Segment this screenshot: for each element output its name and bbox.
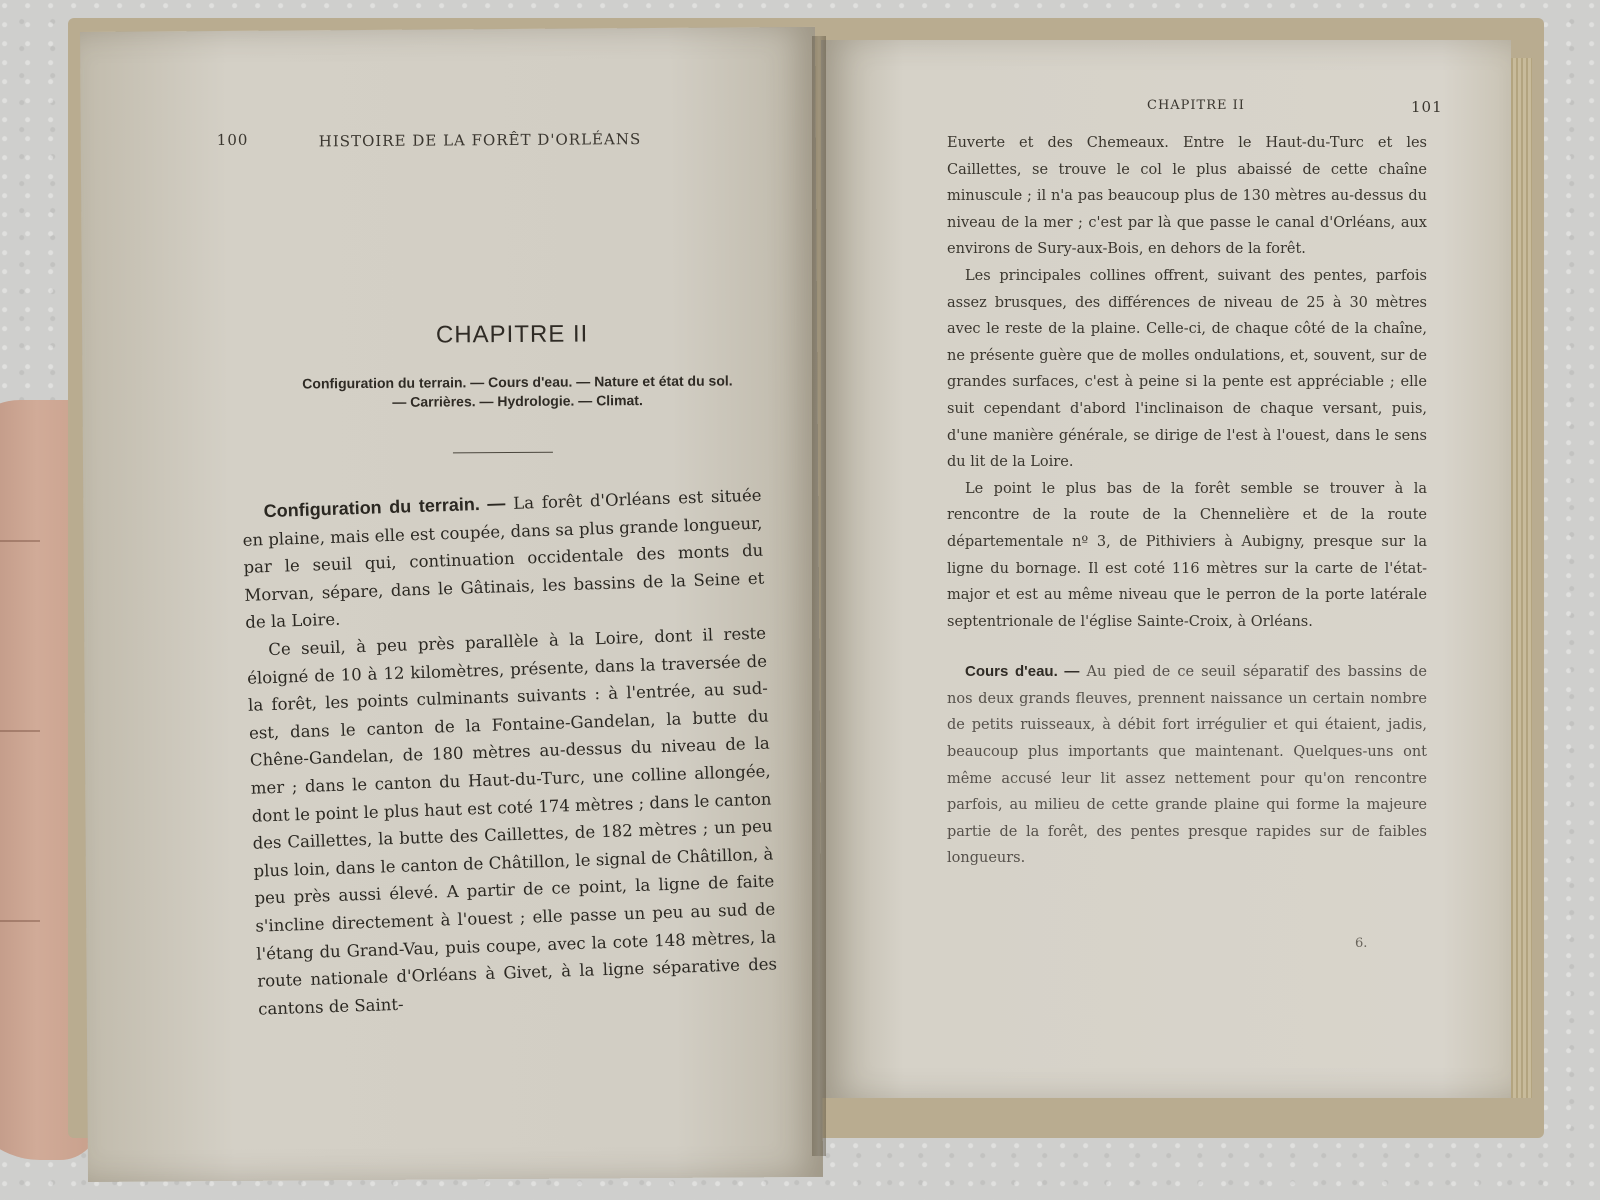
left-page-number: 100 [216, 130, 249, 150]
page-edges [1508, 58, 1532, 1098]
hand-crease [0, 540, 40, 542]
section-heading: Cours d'eau. — [965, 663, 1080, 681]
signature-mark: 6. [1355, 936, 1368, 951]
chapter-summary-line: Configuration du terrain. — Cours d'eau. — Nature et état du sol. [302, 372, 733, 392]
paragraph-text: Au pied de ce seuil séparatif des bassins de nos deux grands fleuves, prennent naissance un certain nombre de petits ruisseaux, à débit fort irrégulier et qui étaient, jadis, beaucoup plus importants que maintenant. Quelques-uns ont même accusé leur lit assez nettement pour qu'on rencontre parfois, au milieu de cette grande plaine qui forme la majeure partie de la forêt, des pentes presque rapides sur de faibles longueurs. [947, 664, 1428, 867]
section-heading: Configuration du terrain. — [263, 493, 506, 522]
right-page-body [947, 130, 1427, 872]
paragraph [947, 659, 1427, 872]
left-running-title: HISTOIRE DE LA FORÊT D'ORLÉANS [318, 130, 642, 151]
right-running-title: CHAPITRE II [1147, 98, 1245, 113]
paragraph: Euverte et des Chemeaux. Entre le Haut-du-Turc et les Caillettes, se trouve le col le plus abaissé de cette chaîne minuscule ; il n'a pas beaucoup plus de 130 mètres au-dessus du niveau de la mer ; c'est par là que passe le canal d'Orléans, aux environs de Sury-aux-Bois, en dehors de la forêt. [947, 135, 1427, 258]
section-rule [453, 452, 553, 454]
paragraph: Les principales collines offrent, suivant des pentes, parfois assez brusques, des différences de niveau de 25 à 30 mètres avec le reste de la plaine. Celle-ci, de chaque côté de la chaîne, ne présente guère que de molles ondulations, et, souvent, sur de grandes surfaces, c'est à peine si la pente est appréciable ; elle suit cependant d'abord l'inclinaison de chaque versant, puis, d'une manière générale, se dirige de l'est à l'ouest, dans le sens du lit de la Loire. [947, 267, 1427, 471]
open-book [68, 18, 1544, 1198]
right-page [821, 40, 1511, 1098]
paragraph: Ce seuil, à peu près parallèle à la Loire, dont il reste éloigné de 10 à 12 kilomètres, présente, dans la traversée de la forêt, les points culminants suivants : à l'entrée, au sud-est, dans le canton de la Fontaine-Gandelan, la butte du Chêne-Gandelan, de 180 mètres au-dessus du niveau de la mer ; dans le canton du Haut-du-Turc, une colline allongée, dont le point le plus haut est coté 174 mètres ; dans le canton des Caillettes, la butte des Caillettes, de 182 mètres ; un peu plus loin, dans le canton de Châtillon, le signal de Châtillon, à peu près aussi élevé. A partir de ce point, la ligne de faite s'incline directement à l'ouest ; elle passe un peu au sud de l'étang du Grand-Vau, puis coupe, avec la cote 148 mètres, la route nationale d'Orléans à Givet, à la ligne séparative des cantons de Saint- [246, 623, 778, 1019]
left-page-body [241, 482, 778, 1023]
hand-crease [0, 730, 40, 732]
paragraph [241, 482, 765, 637]
right-page-number: 101 [1411, 98, 1443, 116]
chapter-summary-line: — Carrières. — Hydrologie. — Climat. [392, 392, 643, 410]
chapter-summary [237, 371, 797, 413]
paragraph-text: La forêt d'Orléans est située en plaine, mais elle est coupée, dans sa plus grande longueur, par le seuil qui, continuation occidentale des monts du Morvan, sépare, dans le Gâtinais, les bassins de la Seine et de la Loire. [242, 485, 765, 633]
left-page [80, 27, 823, 1182]
book-gutter [812, 36, 826, 1156]
hand-crease [0, 920, 40, 922]
chapter-title: CHAPITRE II [435, 320, 589, 349]
paragraph: Le point le plus bas de la forêt semble se trouver à la rencontre de la route de la Chennelière et de la route départementale nº 3, de Pithiviers à Aubigny, presque sur la ligne du bornage. Il est coté 116 mètres sur la carte de l'état-major et est au même niveau que le perron de la porte latérale septentrionale de l'église Sainte-Croix, à Orléans. [947, 480, 1427, 630]
